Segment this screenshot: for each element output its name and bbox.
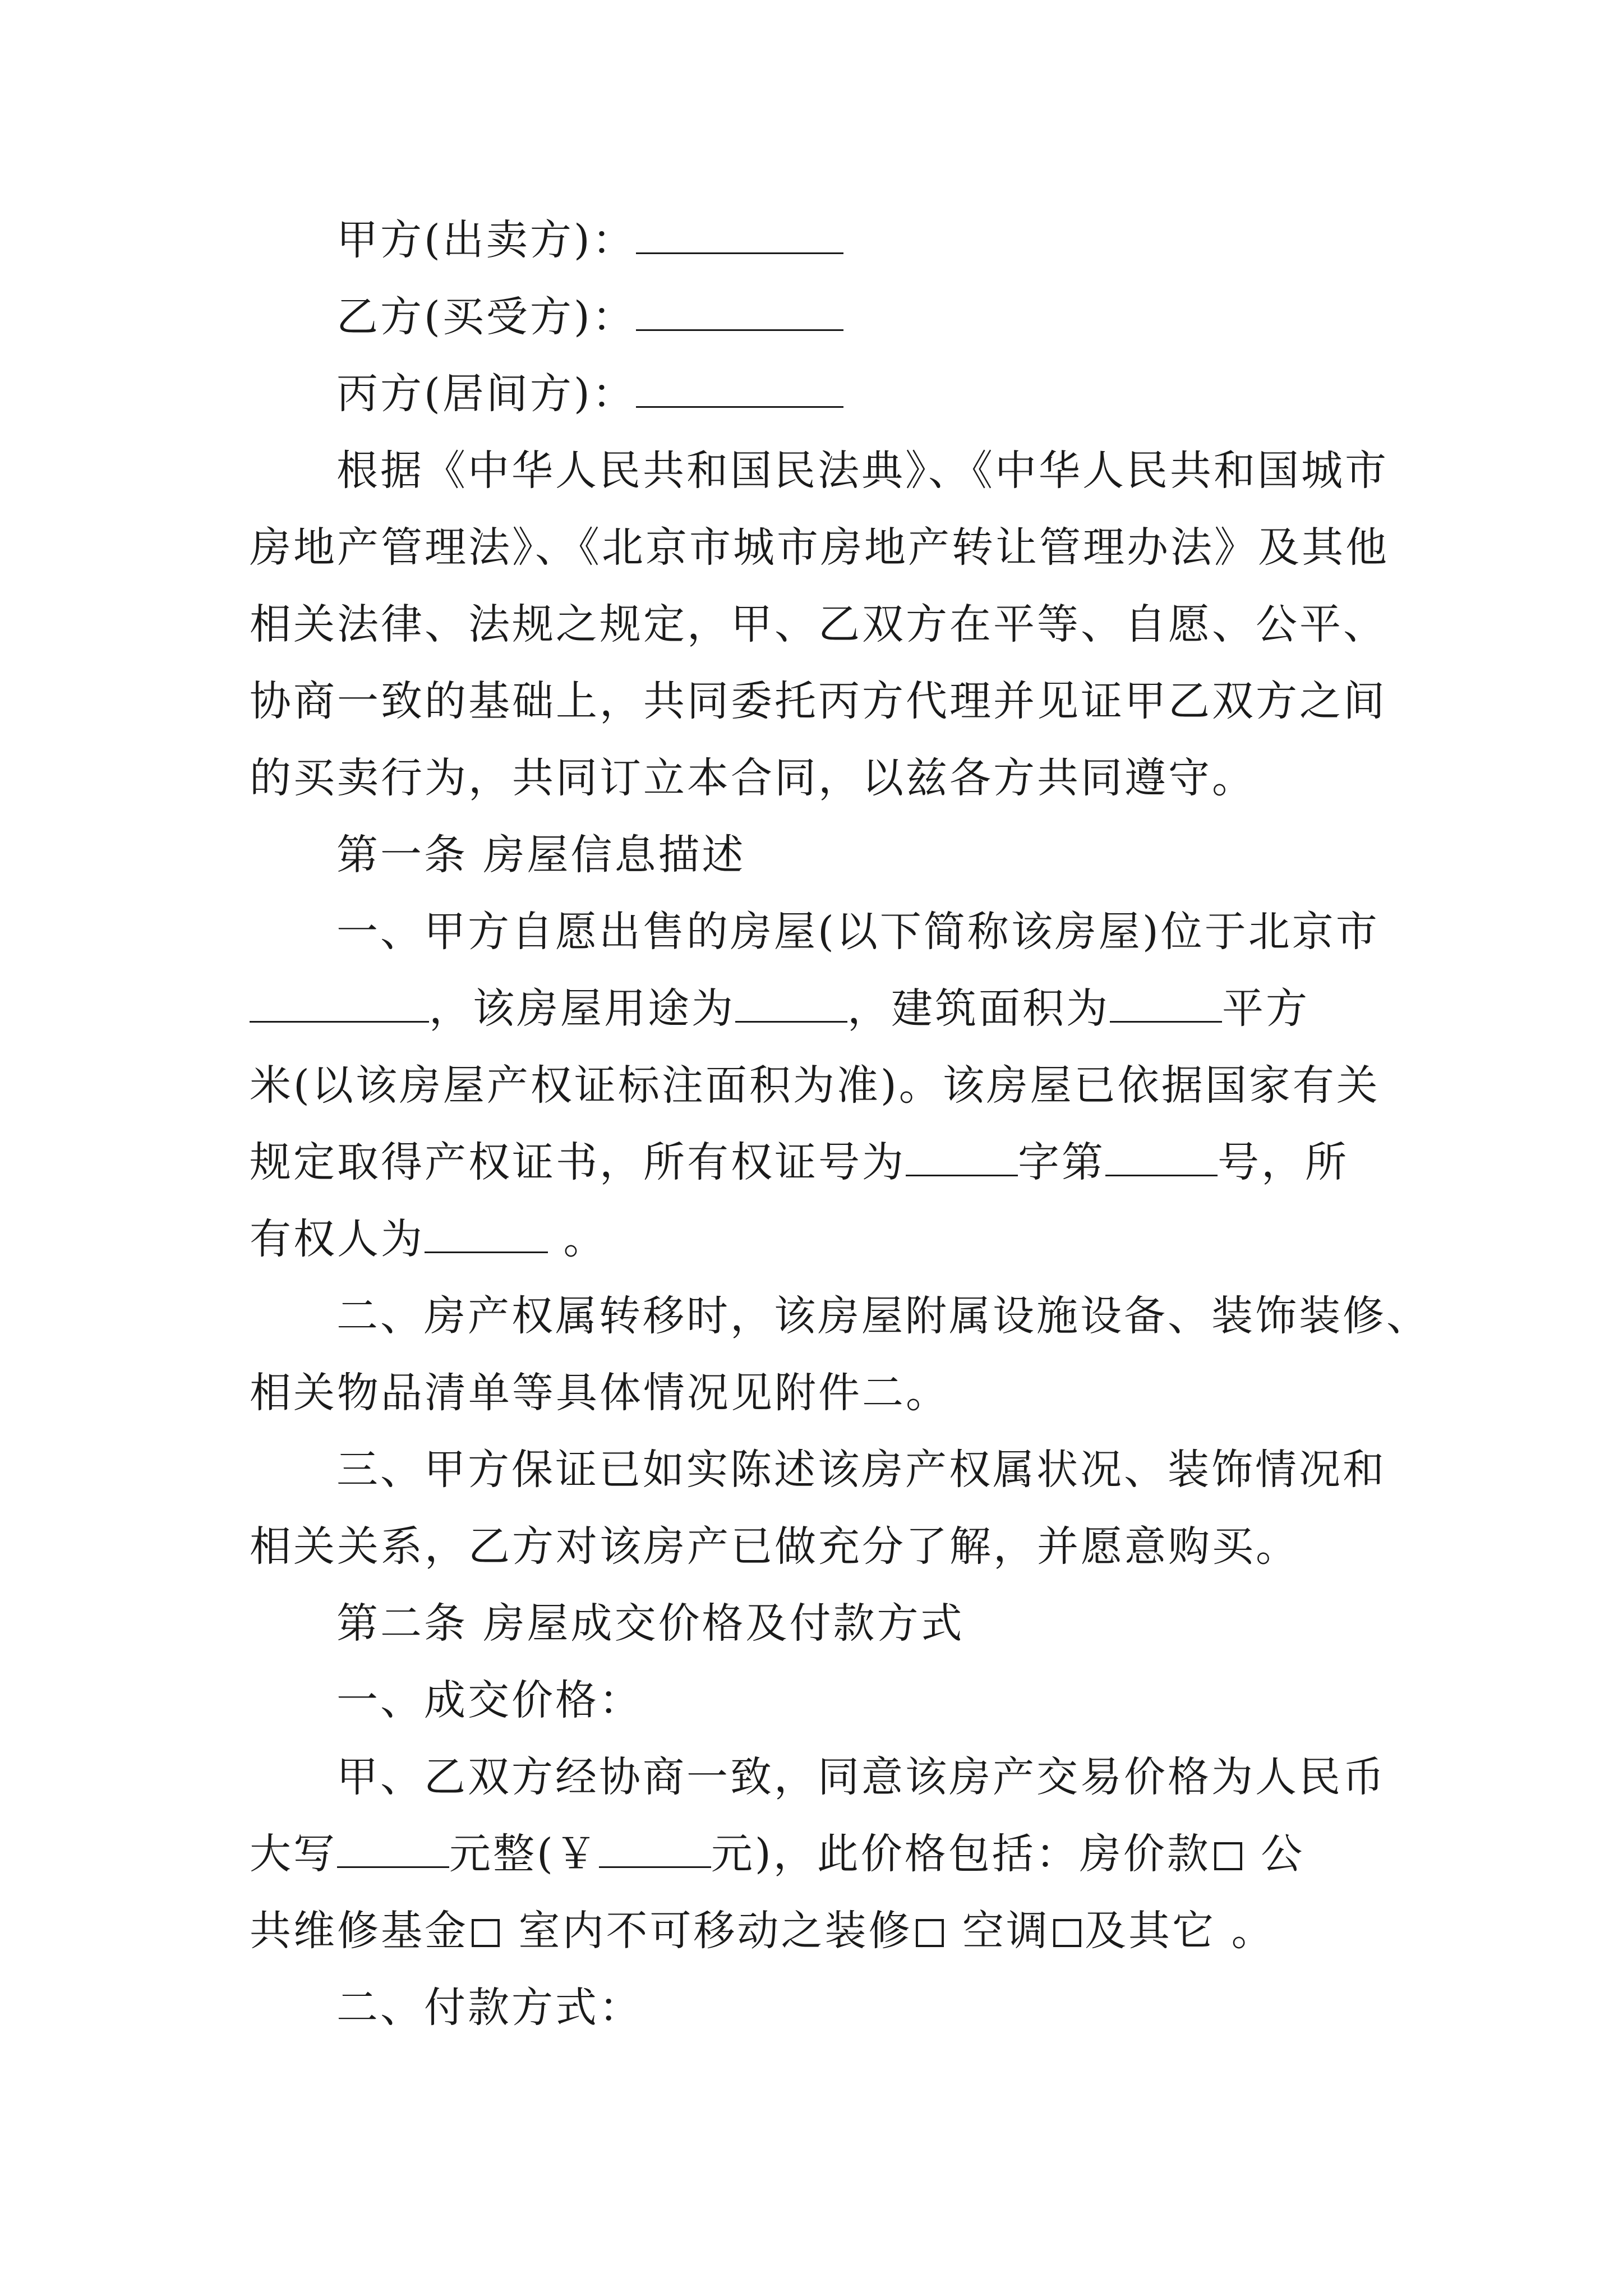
cert-label: 规定取得产权证书，所有权证号为 (250, 1138, 906, 1186)
other-label: 及其它 。 (1085, 1907, 1275, 1955)
party-a-label: 甲方(出卖方)： (336, 216, 636, 264)
price-line: 甲、乙双方经协商一致，同意该房产交易价格为人民币 (336, 1753, 1386, 1801)
payment-heading: 二、付款方式： (336, 1984, 643, 2032)
article1-heading: 第一条 房屋信息描述 (336, 831, 746, 879)
area-blank[interactable] (1110, 990, 1222, 1023)
air-conditioner-label: 空调 (947, 1907, 1050, 1955)
price-capital-blank[interactable] (337, 1835, 449, 1868)
article1-p3-line: 相关关系，乙方对该房产已做充分了解，并愿意购买。 (250, 1522, 1299, 1571)
owner-suffix: 。 (548, 1215, 607, 1263)
article2-heading: 第二条 房屋成交价格及付款方式 (336, 1599, 965, 1648)
cert-word-blank[interactable] (906, 1143, 1018, 1176)
price-heading: 一、成交价格： (336, 1676, 643, 1724)
maintenance-fund-label: 共维修基金 (250, 1907, 468, 1955)
air-conditioner-checkbox[interactable] (1053, 1919, 1081, 1947)
article1-p2-line: 二、房产权属转移时，该房屋附属设施设备、装饰装修、 (336, 1292, 1430, 1340)
location-blank[interactable] (250, 990, 429, 1023)
usage-label: ，该房屋用途为 (429, 984, 735, 1033)
contract-page (250, 202, 1430, 2046)
article1-p2-line: 相关物品清单等具体情况见附件二。 (250, 1369, 949, 1417)
article1-p1-line: 米(以该房屋产权证标注面积为准)。该房屋已依据国家有关 (250, 1061, 1380, 1110)
price-line (250, 1893, 1388, 1970)
preamble-line: 房地产管理法》、《北京市城市房地产转让管理办法》及其他 (250, 523, 1389, 572)
price-line (250, 1816, 1388, 1893)
price-yuan-label: 元整(￥ (449, 1830, 599, 1878)
area-unit: 平方 (1222, 984, 1310, 1033)
party-a-line (250, 202, 1388, 279)
usage-blank[interactable] (735, 990, 847, 1023)
owner-blank[interactable] (425, 1220, 548, 1253)
preamble-line: 根据《中华人民共和国民法典》、《中华人民共和国城市 (336, 447, 1389, 495)
preamble-line: 相关法律、法规之规定，甲、乙双方在平等、自愿、公平、 (250, 600, 1387, 648)
party-a-blank[interactable] (636, 221, 843, 254)
party-c-line (250, 356, 1388, 432)
cert-number-blank[interactable] (1105, 1143, 1218, 1176)
owner-label: 有权人为 (250, 1215, 425, 1263)
public-label-start: 公 (1245, 1830, 1305, 1878)
price-includes-label: 元)，此价格包括：房价款 (711, 1830, 1211, 1878)
article1-p1-line (250, 970, 1388, 1047)
party-b-label: 乙方(买受方)： (336, 293, 636, 341)
article1-p1-line: 一、甲方自愿出售的房屋(以下简称该房屋)位于北京市 (336, 908, 1380, 956)
party-c-label: 丙方(居间方)： (336, 370, 636, 418)
party-b-blank[interactable] (636, 298, 843, 331)
fixed-decoration-checkbox[interactable] (916, 1919, 944, 1947)
party-b-line (250, 279, 1388, 356)
fixed-decoration-label: 室内不可移动之装修 (503, 1907, 912, 1955)
article1-p3-line: 三、甲方保证已如实陈述该房产权属状况、装饰情况和 (336, 1446, 1386, 1494)
maintenance-fund-checkbox[interactable] (472, 1919, 500, 1947)
cert-word-label: 字第 (1018, 1138, 1105, 1186)
cert-number-suffix: 号，所 (1218, 1138, 1349, 1186)
preamble-line: 协商一致的基础上，共同委托丙方代理并见证甲乙双方之间 (250, 677, 1387, 725)
house-price-checkbox[interactable] (1214, 1842, 1242, 1870)
preamble-line: 的买卖行为，共同订立本合同，以兹各方共同遵守。 (250, 754, 1256, 802)
area-label: ，建筑面积为 (847, 984, 1110, 1033)
article1-p1-line (250, 1201, 1388, 1278)
price-number-blank[interactable] (599, 1835, 711, 1868)
price-capital-label: 大写 (250, 1830, 337, 1878)
party-c-blank[interactable] (636, 375, 843, 408)
article1-p1-line (250, 1124, 1388, 1201)
